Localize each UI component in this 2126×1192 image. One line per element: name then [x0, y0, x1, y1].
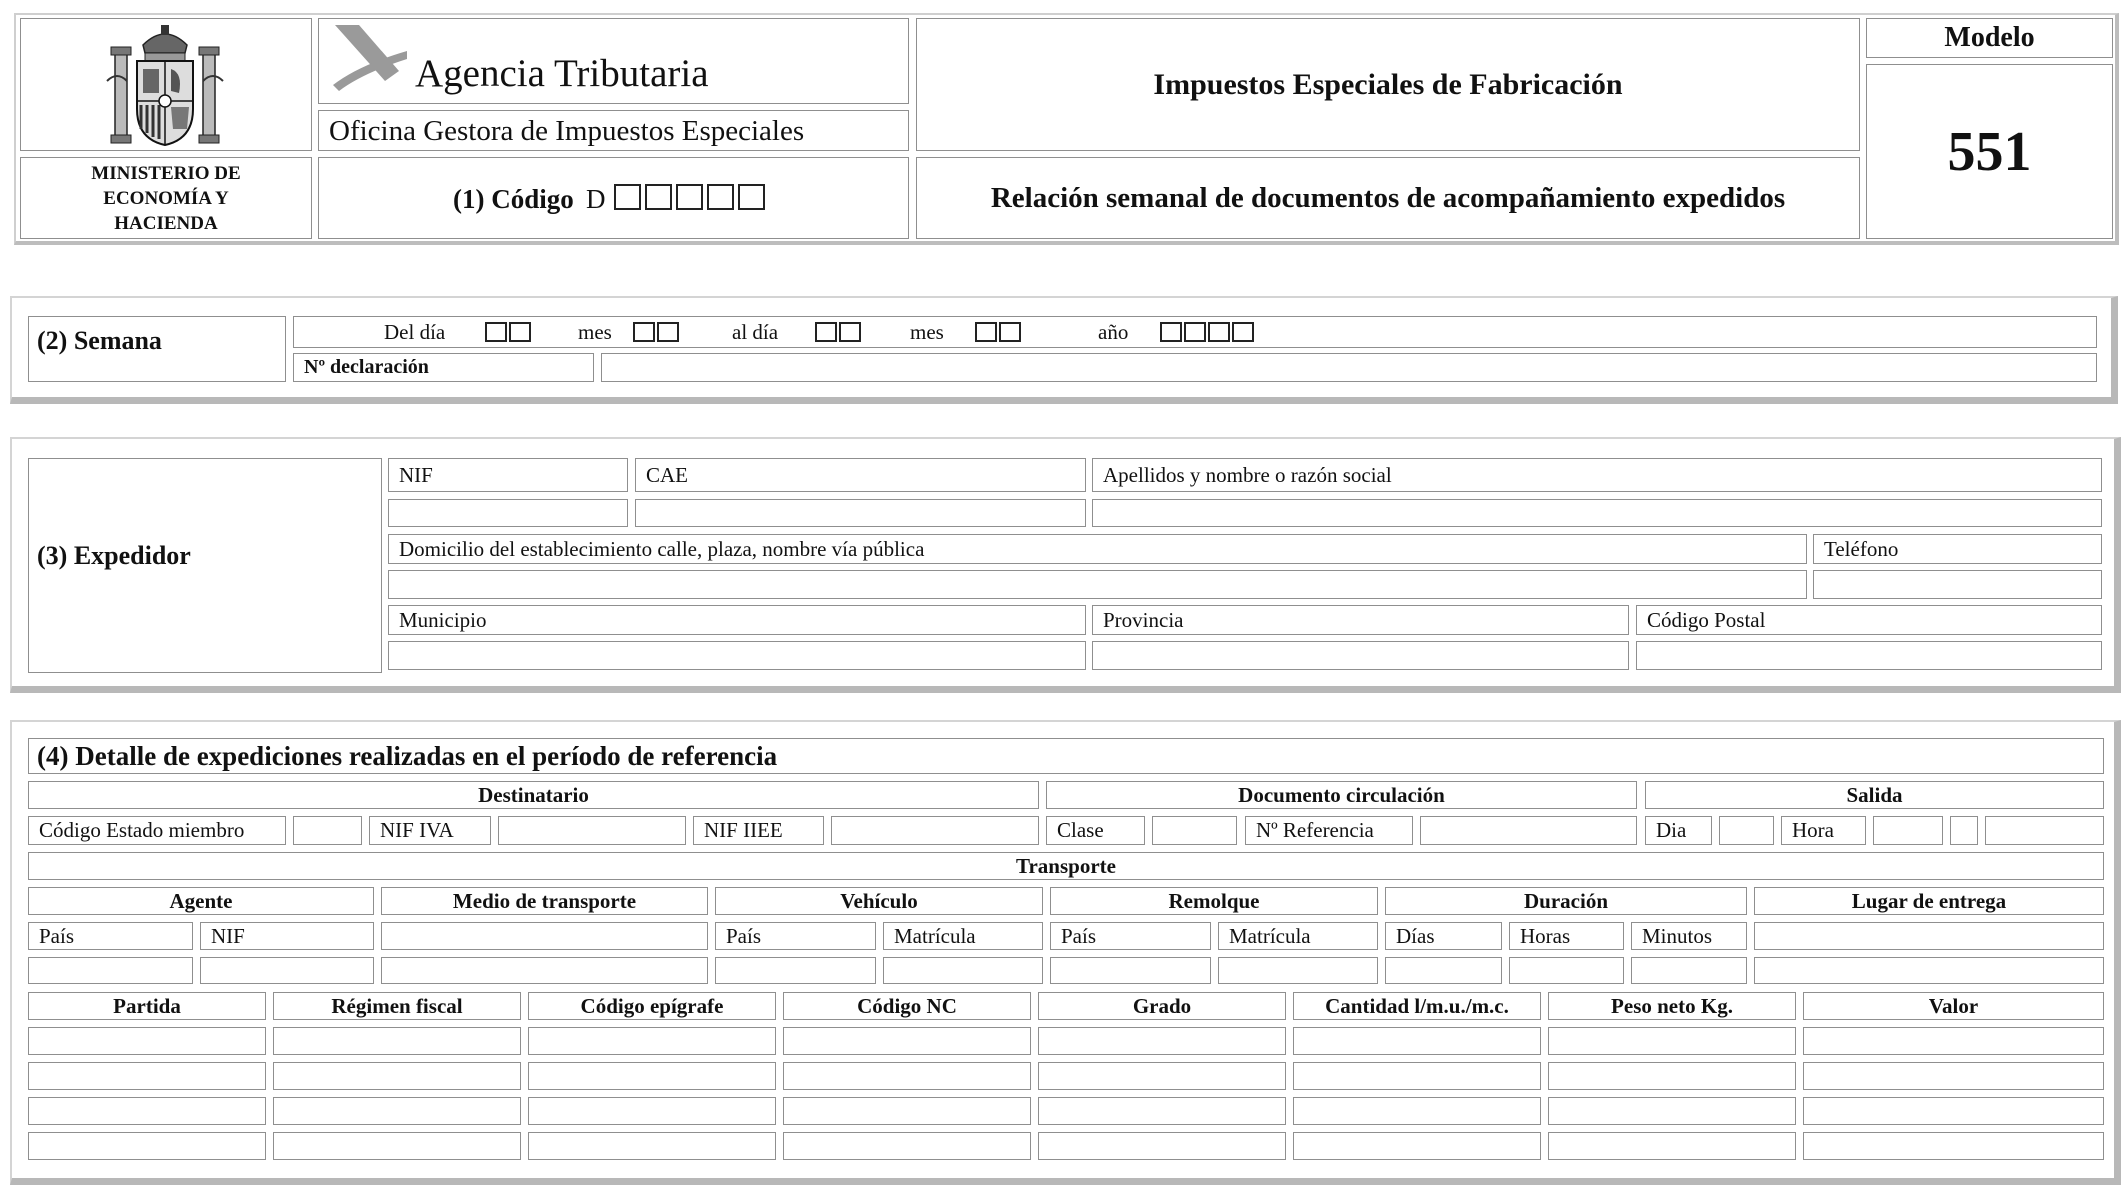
hora-input-3[interactable] [1985, 816, 2104, 845]
item-cell-r2-c3[interactable] [528, 1062, 776, 1090]
provincia-label: Provincia [1103, 607, 1184, 632]
agente-pais-input[interactable] [28, 957, 193, 984]
item-cell-r3-c1[interactable] [28, 1097, 266, 1125]
page-title: Impuestos Especiales de Fabricación [1153, 67, 1623, 101]
lugar-input[interactable] [1754, 957, 2104, 984]
ministry-line-2: ECONOMÍA Y [103, 187, 229, 209]
col-grado-text: Grado [1132, 993, 1192, 1018]
item-cell-r2-c7[interactable] [1548, 1062, 1796, 1090]
dia-label-cell [1645, 816, 1712, 845]
semana-label: (2) Semana [37, 326, 162, 355]
semana-label-cell [28, 316, 286, 382]
ministry-cell [20, 157, 312, 239]
del-dia-box-1[interactable] [485, 322, 507, 342]
nif-input[interactable] [388, 499, 628, 527]
remolque-header [1050, 887, 1378, 915]
coat-of-arms-cell [20, 18, 312, 151]
agente-nif-input[interactable] [200, 957, 374, 984]
mes1-label: mes [578, 320, 612, 344]
provincia-input[interactable] [1092, 641, 1629, 670]
mes2-box-2[interactable] [999, 322, 1021, 342]
n-referencia-label: Nº Referencia [1256, 818, 1374, 842]
agente-nif-label: NIF [211, 923, 245, 948]
item-cell-r4-c5[interactable] [1038, 1132, 1286, 1160]
municipio-label-cell [388, 605, 1086, 635]
transporte-header-text: Transporte [1016, 853, 1116, 878]
minutos-label: Minutos [1642, 923, 1713, 948]
horas-input[interactable] [1509, 957, 1624, 984]
codigo-postal-label: Código Postal [1647, 607, 1766, 632]
title-cell [916, 18, 1860, 151]
col-header-grado [1038, 992, 1286, 1020]
col-cantidad-text: Cantidad l/m.u./m.c. [1325, 993, 1509, 1018]
page-subtitle: Relación semanal de documentos de acompañamiento expedidos [990, 181, 1786, 214]
nombre-label-cell [1092, 458, 2102, 492]
item-cell-r4-c7[interactable] [1548, 1132, 1796, 1160]
nif-iiee-label-cell [693, 816, 824, 845]
col-header-epigrafe [528, 992, 776, 1020]
nif-label-cell [388, 458, 628, 492]
destinatario-header [28, 781, 1039, 809]
subtitle-cell [916, 157, 1860, 239]
remolque-pais-label-cell [1050, 922, 1211, 950]
modelo-label-cell [1866, 18, 2113, 58]
item-cell-r1-c5[interactable] [1038, 1027, 1286, 1055]
transporte-header [28, 852, 2104, 880]
hora-label: Hora [1792, 818, 1834, 842]
detalle-title-cell [28, 738, 2104, 774]
anio-box-1[interactable] [1160, 322, 1182, 342]
office-cell [318, 110, 909, 151]
mes2-label: mes [910, 320, 944, 344]
vehiculo-matricula-input[interactable] [883, 957, 1043, 984]
agency-logo-icon [329, 21, 409, 91]
vehiculo-pais-label-cell [715, 922, 876, 950]
agency-name: Agencia Tributaria [415, 52, 709, 95]
vehiculo-pais-input[interactable] [715, 957, 876, 984]
remolque-matricula-label-cell [1218, 922, 1378, 950]
item-cell-r2-c4[interactable] [783, 1062, 1031, 1090]
al-dia-box-2[interactable] [839, 322, 861, 342]
item-cell-r2-c6[interactable] [1293, 1062, 1541, 1090]
agente-pais-label: País [39, 923, 75, 948]
nif-iva-label: NIF IVA [380, 818, 454, 842]
code-digit-box-2[interactable] [645, 184, 672, 210]
hora-input-1[interactable] [1873, 816, 1943, 845]
lugar-header-text: Lugar de entrega [1851, 888, 2007, 913]
item-cell-r4-c6[interactable] [1293, 1132, 1541, 1160]
item-cell-r3-c5[interactable] [1038, 1097, 1286, 1125]
hora-input-2[interactable] [1950, 816, 1978, 845]
col-peso-text: Peso neto Kg. [1611, 993, 1733, 1018]
documento-header [1046, 781, 1637, 809]
item-cell-r3-c7[interactable] [1548, 1097, 1796, 1125]
dias-label-cell [1385, 922, 1502, 950]
vehiculo-pais-label: País [726, 923, 762, 948]
item-cell-r3-c3[interactable] [528, 1097, 776, 1125]
item-cell-r1-c6[interactable] [1293, 1027, 1541, 1055]
item-cell-r1-c4[interactable] [783, 1027, 1031, 1055]
remolque-header-text: Remolque [1168, 888, 1260, 913]
modelo-number-cell [1866, 64, 2113, 239]
col-header-partida [28, 992, 266, 1020]
minutos-label-cell [1631, 922, 1747, 950]
dia-input[interactable] [1719, 816, 1774, 845]
nif-label: NIF [399, 462, 433, 487]
col-header-nc [783, 992, 1031, 1020]
nombre-label: Apellidos y nombre o razón social [1103, 462, 1392, 487]
n-referencia-input[interactable] [1420, 816, 1637, 845]
mes2-box-1[interactable] [975, 322, 997, 342]
municipio-label: Municipio [399, 607, 487, 632]
mes1-box-2[interactable] [657, 322, 679, 342]
documento-header-text: Documento circulación [1238, 782, 1445, 807]
declaracion-label: Nº declaración [304, 356, 429, 378]
codigo-estado-label-cell [28, 816, 286, 845]
col-valor-text: Valor [1928, 993, 1979, 1018]
ministry-line-3: HACIENDA [114, 212, 218, 234]
item-cell-r3-c4[interactable] [783, 1097, 1031, 1125]
item-cell-r1-c1[interactable] [28, 1027, 266, 1055]
telefono-label-cell [1813, 534, 2102, 564]
clase-input[interactable] [1152, 816, 1237, 845]
codigo-estado-label: Código Estado miembro [39, 818, 245, 842]
col-partida-text: Partida [113, 993, 181, 1018]
item-cell-r2-c8[interactable] [1803, 1062, 2104, 1090]
code-cell [318, 157, 909, 239]
cae-input[interactable] [635, 499, 1086, 527]
del-dia-box-2[interactable] [509, 322, 531, 342]
nif-iva-label-cell [369, 816, 491, 845]
item-cell-r2-c1[interactable] [28, 1062, 266, 1090]
col-nc-text: Código NC [857, 993, 957, 1018]
agente-nif-label-cell [200, 922, 374, 950]
anio-box-3[interactable] [1208, 322, 1230, 342]
dias-label: Días [1396, 923, 1435, 948]
col-header-regimen [273, 992, 521, 1020]
semana-panel [10, 296, 2118, 404]
item-cell-r2-c2[interactable] [273, 1062, 521, 1090]
remolque-pais-input[interactable] [1050, 957, 1211, 984]
anio-label: año [1098, 320, 1129, 344]
item-cell-r3-c8[interactable] [1803, 1097, 2104, 1125]
remolque-pais-label: País [1061, 923, 1097, 948]
col-regimen-text: Régimen fiscal [331, 993, 463, 1018]
anio-box-2[interactable] [1184, 322, 1206, 342]
domicilio-input[interactable] [388, 570, 1807, 599]
office-name: Oficina Gestora de Impuestos Especiales [329, 115, 805, 147]
code-prefix: D [586, 184, 606, 214]
agency-cell [318, 18, 909, 104]
item-cell-r4-c8[interactable] [1803, 1132, 2104, 1160]
item-cell-r1-c7[interactable] [1548, 1027, 1796, 1055]
item-cell-r1-c3[interactable] [528, 1027, 776, 1055]
agente-header [28, 887, 374, 915]
telefono-label: Teléfono [1824, 536, 1899, 561]
dia-label: Dia [1656, 818, 1687, 842]
modelo-label: Modelo [1944, 22, 2035, 53]
domicilio-label: Domicilio del establecimiento calle, plaza, nombre vía pública [399, 536, 925, 561]
col-header-peso [1548, 992, 1796, 1020]
col-header-cantidad [1293, 992, 1541, 1020]
item-cell-r2-c5[interactable] [1038, 1062, 1286, 1090]
duracion-header-text: Duración [1524, 888, 1608, 913]
medio-header [381, 887, 708, 915]
medio-label-blank[interactable] [381, 922, 708, 950]
code-label: (1) Código [453, 184, 574, 214]
code-digit-box-4[interactable] [707, 184, 734, 210]
anio-box-4[interactable] [1232, 322, 1254, 342]
declaracion-input[interactable] [601, 353, 2097, 382]
lugar-label-blank[interactable] [1754, 922, 2104, 950]
cae-label-cell [635, 458, 1086, 492]
clase-label-cell [1046, 816, 1145, 845]
coat-of-arms-icon [105, 21, 225, 149]
item-cell-r3-c2[interactable] [273, 1097, 521, 1125]
remolque-matricula-label: Matrícula [1229, 923, 1311, 948]
telefono-input[interactable] [1813, 570, 2102, 599]
lugar-header [1754, 887, 2104, 915]
expedidor-label-cell [28, 458, 382, 673]
n-referencia-label-cell [1245, 816, 1413, 845]
agente-header-text: Agente [169, 888, 233, 913]
medio-input[interactable] [381, 957, 708, 984]
cae-label: CAE [646, 462, 688, 487]
detalle-title: (4) Detalle de expediciones realizadas en el período de referencia [37, 741, 778, 771]
vehiculo-matricula-label: Matrícula [894, 923, 976, 948]
expedidor-label: (3) Expedidor [37, 541, 191, 570]
mes1-box-1[interactable] [633, 322, 655, 342]
domicilio-label-cell [388, 534, 1807, 564]
codigo-postal-label-cell [1636, 605, 2102, 635]
dias-input[interactable] [1385, 957, 1502, 984]
vehiculo-header-text: Vehículo [840, 888, 918, 913]
ministry-line-1: MINISTERIO DE [91, 162, 241, 184]
horas-label-cell [1509, 922, 1624, 950]
duracion-header [1385, 887, 1747, 915]
municipio-input[interactable] [388, 641, 1086, 670]
vehiculo-header [715, 887, 1043, 915]
codigo-postal-input[interactable] [1636, 641, 2102, 670]
declaracion-label-cell [293, 353, 594, 382]
semana-dates-row [293, 316, 2097, 348]
item-cell-r4-c3[interactable] [528, 1132, 776, 1160]
code-digit-box-1[interactable] [614, 184, 641, 210]
al-dia-label: al día [732, 320, 779, 344]
destinatario-header-text: Destinatario [478, 782, 589, 807]
horas-label: Horas [1520, 923, 1571, 948]
code-digit-box-3[interactable] [676, 184, 703, 210]
hora-label-cell [1781, 816, 1866, 845]
salida-header-text: Salida [1846, 782, 1903, 807]
medio-header-text: Medio de transporte [452, 888, 637, 913]
item-cell-r4-c4[interactable] [783, 1132, 1031, 1160]
item-cell-r4-c1[interactable] [28, 1132, 266, 1160]
clase-label: Clase [1057, 818, 1104, 842]
provincia-label-cell [1092, 605, 1629, 635]
item-cell-r3-c6[interactable] [1293, 1097, 1541, 1125]
vehiculo-matricula-label-cell [883, 922, 1043, 950]
item-cell-r1-c8[interactable] [1803, 1027, 2104, 1055]
remolque-matricula-input[interactable] [1218, 957, 1378, 984]
codigo-estado-input[interactable] [293, 816, 362, 845]
minutos-input[interactable] [1631, 957, 1747, 984]
modelo-number: 551 [1947, 120, 2032, 183]
al-dia-box-1[interactable] [815, 322, 837, 342]
nif-iiee-label: NIF IIEE [704, 818, 783, 842]
nif-iva-input[interactable] [498, 816, 686, 845]
salida-header [1645, 781, 2104, 809]
agente-pais-label-cell [28, 922, 193, 950]
code-digit-box-5[interactable] [738, 184, 765, 210]
item-cell-r4-c2[interactable] [273, 1132, 521, 1160]
col-header-valor [1803, 992, 2104, 1020]
del-dia-label: Del día [384, 320, 446, 344]
item-cell-r1-c2[interactable] [273, 1027, 521, 1055]
nif-iiee-input[interactable] [831, 816, 1039, 845]
col-epigrafe-text: Código epígrafe [580, 993, 724, 1018]
nombre-input[interactable] [1092, 499, 2102, 527]
